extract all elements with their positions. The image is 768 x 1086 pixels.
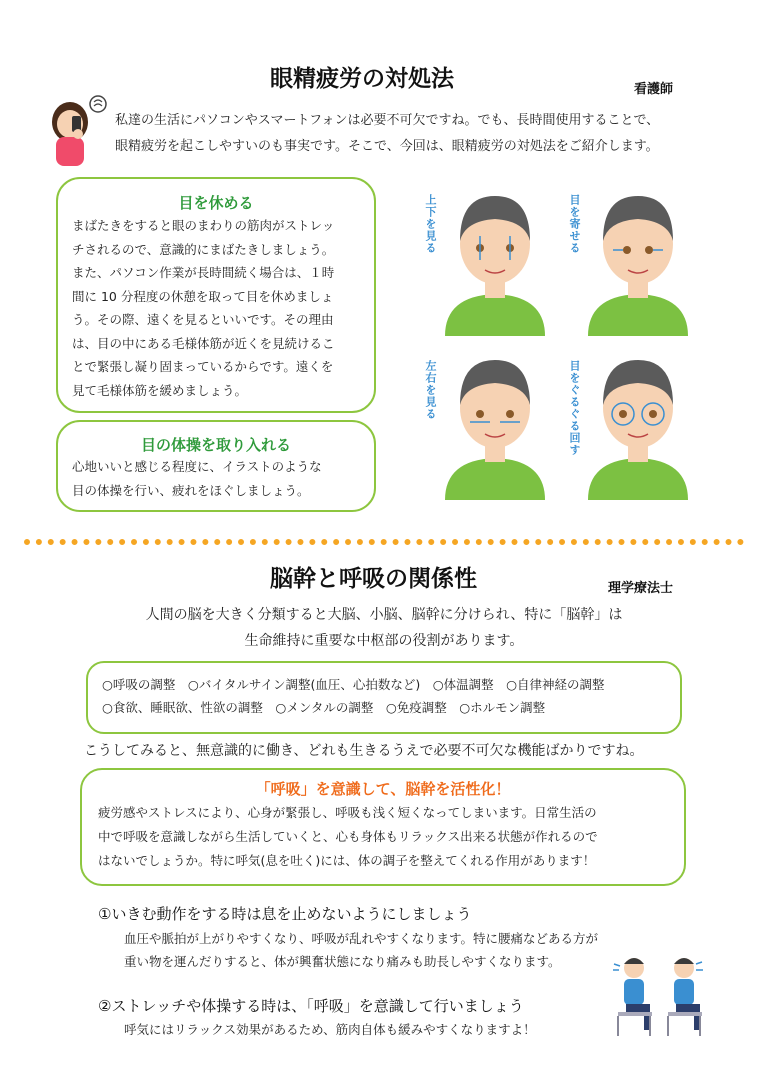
text-line: チされるので、意識的にまばたきしましょう。: [72, 241, 335, 257]
functions-row: ○呼吸の調整 ○バイタルサイン調整(血圧、心拍数など) ○体温調整 ○自律神経の調整: [102, 677, 605, 692]
eye-exercise-text: [72, 455, 360, 502]
text-line: 心地いいと感じる程度に、イラストのような: [72, 459, 322, 474]
text-line: う。その際、遠くを見るといいです。その理由: [72, 312, 334, 327]
text-line: は、目の中にある毛様体筋が近くを見続けるこ: [72, 335, 335, 351]
rest-eyes-title: 目を休める: [178, 194, 254, 212]
intro-line: 私達の生活にパソコンやスマートフォンは必要不可欠ですね。でも、長時間使用することで、: [115, 113, 660, 128]
man-cross-eyes-icon: [583, 186, 693, 340]
section2-role: 理学療法士: [608, 581, 674, 596]
section2-title: 脳幹と呼吸の関係性: [270, 566, 477, 592]
text-line: とで緊張し凝り固まっているからです。遠くを: [72, 359, 334, 374]
intro-line: 眼精疲労を起こしやすいのも事実です。そこで、今回は、眼精疲労の対処法をご紹介します。: [115, 139, 659, 154]
text-line: 疲労感やストレスにより、心身が緊張し、呼吸も浅く短くなってしまいます。日常生活の: [98, 805, 597, 820]
functions-row: ○食欲、睡眠欲、性欲の調整 ○メンタルの調整 ○免疫調整 ○ホルモン調整: [102, 700, 546, 715]
section1-intro: [115, 108, 659, 160]
seated-breathing-icon: [612, 952, 712, 1042]
text-line: はないでしょうか。特に呼気(息を吐く)には、体の調子を整えてくれる作用があります！: [98, 853, 596, 868]
rest-eyes-text: [72, 214, 360, 402]
woman-smartphone-icon: [44, 92, 110, 166]
eye-exercise-box: [56, 420, 376, 512]
section2-intro: [84, 602, 684, 654]
section-divider: [24, 539, 744, 545]
breathing-text: [98, 801, 684, 873]
step-title: ②ストレッチや体操する時は、「呼吸」を意識して行いましょう: [98, 997, 524, 1015]
section1-title: 眼精疲労の対処法: [270, 66, 454, 92]
breathing-box: [80, 768, 686, 886]
illustration-label: 目を寄せる: [568, 194, 581, 254]
text-line: 中で呼吸を意識しながら生活していくと、心も身体もリラックス出来る状態が作れるので: [98, 829, 598, 844]
man-look-left-right-icon: [440, 350, 550, 504]
intro-line: 人間の脳を大きく分類すると大脳、小脳、脳幹に分けられ、特に「脳幹」は: [145, 607, 623, 623]
step-title: ①いきむ動作をする時は息を止めないようにしましょう: [98, 905, 472, 923]
eye-exercise-title: 目の体操を取り入れる: [140, 436, 291, 454]
text-line: まばたきをすると眼のまわりの筋肉がストレッ: [72, 218, 335, 233]
functions-summary: こうしてみると、無意識的に働き、どれも生きるうえで必要不可欠な機能ばかりですね。: [84, 743, 644, 759]
step-text: [124, 1018, 536, 1041]
illustration-label: 目をぐるぐる回す: [568, 360, 581, 456]
step-text: [124, 927, 598, 973]
section1-role: 看護師: [634, 82, 674, 97]
illustration-label: 上下を見る: [424, 194, 437, 254]
text-line: 見て毛様体筋を緩めましょう。: [72, 382, 248, 398]
text-line: 呼気にはリラックス効果があるため、筋肉自体も緩みやすくなりますよ！: [124, 1022, 536, 1037]
text-line: また、パソコン作業が長時間続く場合は、１時: [72, 265, 335, 280]
breathing-title: 「呼吸」を意識して、脳幹を活性化！: [255, 780, 511, 798]
rest-eyes-box: [56, 177, 376, 413]
man-look-up-down-icon: [440, 186, 550, 340]
text-line: 血圧や脈拍が上がりやすくなり、呼吸が乱れやすくなります。特に腰痛などある方が: [124, 931, 599, 946]
illustration-label: 左右を見る: [424, 360, 437, 420]
text-line: 目の体操を行い、疲れをほぐしましょう。: [72, 482, 310, 498]
brainstem-functions-box: [86, 661, 682, 734]
man-roll-eyes-icon: [583, 350, 693, 504]
intro-line: 生命維持に重要な中枢部の役割があります。: [244, 633, 524, 649]
text-line: 間に 10 分程度の休憩を取って目を休めましょ: [72, 288, 334, 304]
text-line: 重い物を運んだりすると、体が興奮状態になり痛みも助長しやすくなります。: [124, 954, 561, 969]
